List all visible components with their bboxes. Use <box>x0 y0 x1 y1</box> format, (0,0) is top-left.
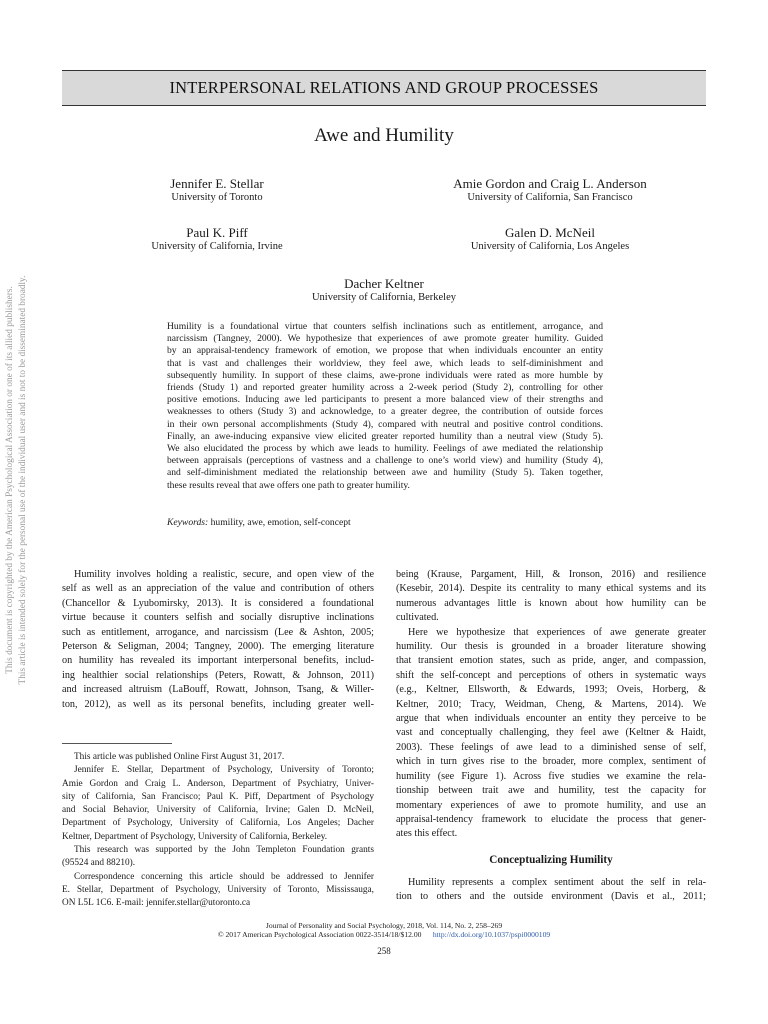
body-line: Peterson & Seligman, 2004; Tangney, 2000). The emerging literature <box>62 641 374 653</box>
author-affiliation: University of California, Los Angeles <box>470 241 630 252</box>
body-line: which in turn gives rise to the broader, more complex, sentiment of <box>396 756 706 768</box>
author-name: Paul K. Piff <box>186 225 248 240</box>
footnote-line: Amie Gordon and Craig L. Anderson, Department of Psychiatry, Univer- <box>62 778 374 789</box>
body-line: appraisal-tendency framework to elucidate the process that gener- <box>396 813 706 825</box>
body-line: virtue because it counters selfish and socially disruptive inclinations <box>62 612 374 624</box>
abstract-line: subsequently humility. In support of these claims, awe-prone individuals were rated as more humble by <box>167 369 603 381</box>
body-line: cultivated. <box>396 612 439 624</box>
author-affiliation: University of California, Berkeley <box>311 292 457 303</box>
body-line: argue that when individuals encounter an entity they perceive to be <box>396 713 706 725</box>
abstract-line: positive emotions. Inducing awe led participants to present a more balanced view of their strengths and <box>167 394 603 406</box>
body-line: Humility involves holding a realistic, secure, and open view of the <box>74 569 374 580</box>
footnote-line: (95524 and 88210). <box>62 858 136 869</box>
copyright-text: © 2017 American Psychological Association 0022-3514/18/$12.00 <box>217 930 422 939</box>
side-notice-line-2: This article is intended solely for the personal use of the individual user and is not to be disseminated broadly. <box>18 275 28 685</box>
body-line: tionship between trait awe and humility, test the capacity for <box>396 785 706 797</box>
body-line: ing healthier social relationships (Peters, Rowatt, & Johnson, 2011) <box>62 669 374 681</box>
body-line: (Chancellor & Lyubomirsky, 2013). It is considered a foundational <box>62 597 374 609</box>
body-line: humility (see Figure 1). Across five studies we examine the rela- <box>396 770 706 782</box>
author-block-2 <box>400 176 700 204</box>
abstract-line: Finally, an awe-inducing expansive view elicited greater reported humility than a neutral view (Study 5). <box>167 430 603 442</box>
body-line: humility. Our thesis is grounded in a broader literature showing <box>396 641 706 653</box>
author-name: Amie Gordon and Craig L. Anderson <box>453 176 647 191</box>
section-heading: Conceptualizing Humility <box>489 854 613 866</box>
body-line: shift the self-concept and perceptions of others in systematic ways <box>396 669 706 681</box>
footnote-line: and Social Behavior, University of California, Irvine; Galen D. McNeil, <box>62 805 374 816</box>
copyright-line <box>0 930 768 939</box>
author-block-3 <box>92 225 342 253</box>
footnote-line: E. Stellar, Department of Psychology, University of Toronto, Mississauga, <box>62 884 374 895</box>
author-name: Dacher Keltner <box>344 276 424 291</box>
article-title: Awe and Humility <box>314 125 454 146</box>
footnote-line: sity of California, San Francisco; Paul K. Piff, Department of Psychology <box>62 791 374 802</box>
footnote-line: This research was supported by the John Templeton Foundation grants <box>74 845 374 856</box>
body-line: (Kesebir, 2014). Despite its centrality to many ethical systems and its <box>396 583 706 595</box>
right-column-body <box>396 568 706 842</box>
abstract-line: in their own personal accomplishments (Study 4), compared with neutral and positive control conditions. <box>167 418 603 430</box>
abstract <box>167 321 603 492</box>
body-line: 2003). These feelings of awe lead to a diminished sense of self, <box>396 741 706 753</box>
body-line: such as entitlement, arrogance, and narcissism (Lee & Ashton, 2005; <box>62 626 374 638</box>
journal-citation: Journal of Personality and Social Psychology, 2018, Vol. 114, No. 2, 258–269 <box>265 921 503 930</box>
abstract-line: weaknesses to others (Study 3) and acknowledge, to a greater degree, the contribution of outside forces <box>167 406 603 418</box>
abstract-line: Humility is a foundational virtue that counters selfish inclinations such as entitlement, arrogance, and <box>167 321 603 332</box>
body-line: Keltner, 2010; Tracy, Weidman, Cheng, & Martens, 2014). We <box>396 698 706 710</box>
abstract-line: friends (Study 1) and reported greater humility across a 2-week period (Study 2), controlling for other <box>167 382 603 394</box>
body-line: self as well as an appreciation of the value and contribution of others <box>62 583 374 595</box>
footnote-line: ON L5L 1C6. E-mail: jennifer.stellar@utoronto.ca <box>62 898 251 909</box>
body-line: being (Krause, Pargament, Hill, & Ironson, 2016) and resilience <box>396 569 706 580</box>
author-affiliation: University of California, San Francisco <box>467 192 633 203</box>
body-line: Humility represents a complex sentiment about the self in rela- <box>408 877 706 888</box>
body-line: ton, 2012), as well as its personal benefits, including greater well- <box>62 698 374 710</box>
author-name: Jennifer E. Stellar <box>170 176 264 191</box>
journal-section-title: INTERPERSONAL RELATIONS AND GROUP PROCESSES <box>169 78 599 97</box>
side-notice-line-1: This document is copyrighted by the American Psychological Association or one of its allied publishers. <box>5 286 15 674</box>
abstract-line: these results reveal that awe offers one path to greater humility. <box>167 479 410 491</box>
footnote-line: Correspondence concerning this article should be addressed to Jennifer <box>74 871 374 882</box>
section-body <box>396 876 706 905</box>
author-note <box>62 751 374 911</box>
author-name: Galen D. McNeil <box>505 225 595 240</box>
page-number: 258 <box>377 946 391 956</box>
body-line: tion to others and the outside environment (Davis et al., 2011; <box>396 891 706 903</box>
body-line: vast and conceptually challenging, they feel awe (Keltner & Haidt, <box>396 727 706 739</box>
abstract-line: and self-diminishment mediated the relationship between awe and humility (Study 5). Taken together, <box>167 467 603 479</box>
author-block-5 <box>234 276 534 304</box>
keywords-label: Keywords: <box>167 517 209 528</box>
page-footer <box>0 921 768 939</box>
footnote-line: Keltner, Department of Psychology, University of California, Berkeley. <box>62 831 328 842</box>
body-line: momentary experiences of awe to promote humility, and use an <box>396 799 706 811</box>
doi-link[interactable]: http://dx.doi.org/10.1037/pspi0000109 <box>432 930 551 939</box>
body-line: on humility has revealed its important interpersonal benefits, includ- <box>62 655 374 667</box>
left-column-body <box>62 568 374 712</box>
footnote-line: This article was published Online First August 31, 2017. <box>74 752 285 762</box>
footnote-line: Department of Psychology, University of California, Los Angeles; Dacher <box>62 818 374 829</box>
author-block-4 <box>400 225 700 253</box>
abstract-line: by an appraisal-tendency framework of emotion, we propose that when individuals encounter an entity <box>167 345 603 357</box>
abstract-line: that is vast and challenges their worldview, they feel awe, which leads to self-diminishment and <box>167 357 603 369</box>
journal-section-banner <box>62 70 706 106</box>
copyright-side-notice <box>4 270 30 690</box>
body-line: that transient emotion states, such as pride, anger, and compassion, <box>396 655 706 667</box>
body-line: (e.g., Keltner, Ellsworth, & Edwards, 1993; Oveis, Horberg, & <box>396 684 706 696</box>
footnote-rule <box>62 743 172 744</box>
abstract-line: between appraisals (perceptions of vastness and a challenge to one’s world view) and humility (Study 4), <box>167 455 603 467</box>
abstract-line: We also elucidated the process by which awe leads to humility. Feelings of awe mediated the relationship <box>167 443 603 455</box>
author-affiliation: University of California, Irvine <box>151 241 283 252</box>
author-affiliation: University of Toronto <box>171 192 263 203</box>
author-block-1 <box>92 176 342 204</box>
footnote-line: Jennifer E. Stellar, Department of Psychology, University of Toronto; <box>74 765 374 776</box>
body-line: numerous advantages little is known about how humility can be <box>396 597 706 609</box>
body-line: ates this effect. <box>396 828 458 840</box>
keywords-list: humility, awe, emotion, self-concept <box>210 517 351 528</box>
abstract-line: narcissism (Tangney, 2000). We hypothesize that experiences of awe promote greater humility. Guided <box>167 333 603 345</box>
body-line: and increased altruism (LaBouff, Rowatt, Johnson, Tsang, & Willer- <box>62 684 374 696</box>
keywords <box>167 517 351 528</box>
body-line: Here we hypothesize that experiences of awe generate greater <box>408 626 706 638</box>
